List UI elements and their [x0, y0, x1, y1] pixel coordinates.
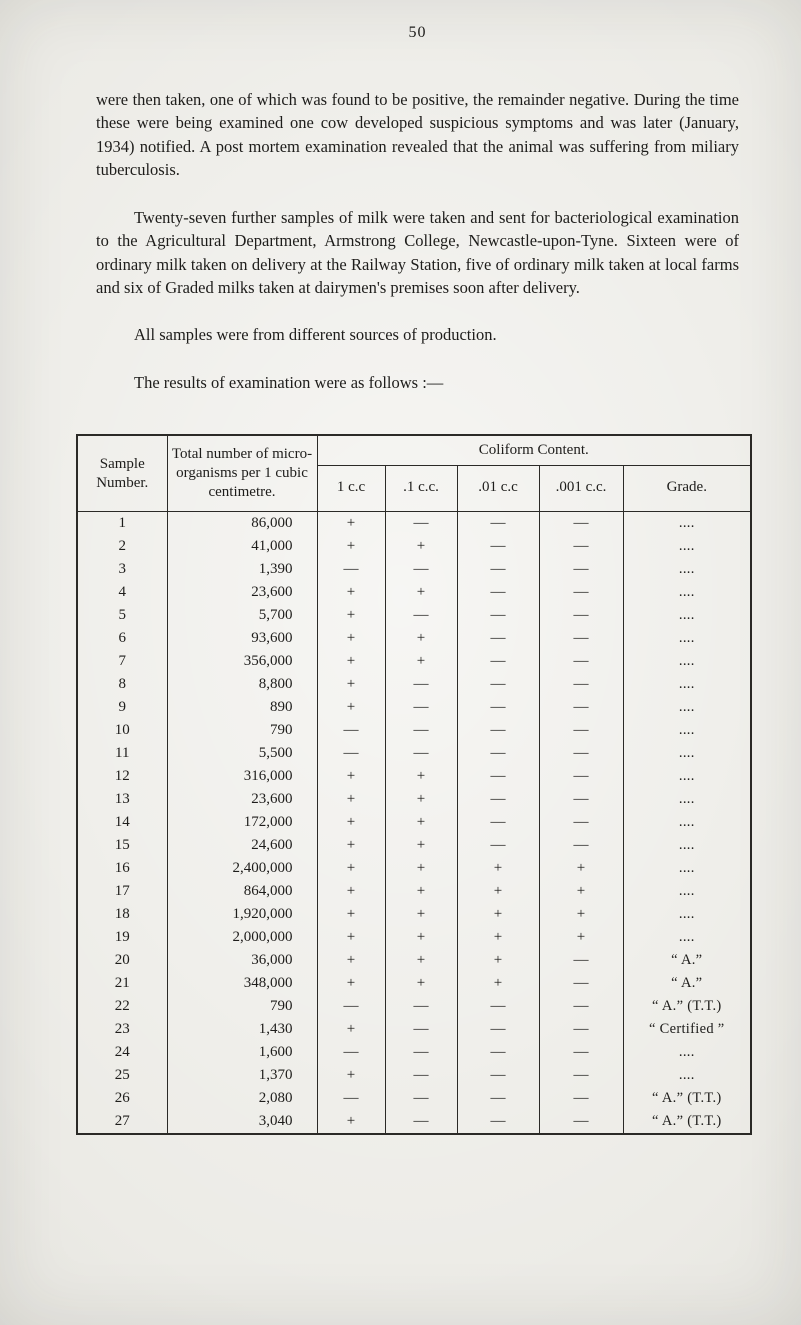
cell-grade: “ A.” (T.T.)	[623, 1087, 751, 1110]
cell-cc_p1: +	[385, 880, 457, 903]
table-row	[77, 949, 751, 972]
cell-sample: 24	[77, 1041, 167, 1064]
cell-cc_p1: —	[385, 673, 457, 696]
cell-cc_p01: —	[457, 1087, 539, 1110]
cell-cc_p01: +	[457, 880, 539, 903]
cell-grade: ....	[623, 811, 751, 834]
paragraph-results-intro: The results of examination were as follows :—	[134, 372, 444, 392]
cell-cc_p1: +	[385, 788, 457, 811]
cell-cc_p001: —	[539, 581, 623, 604]
cell-cc_p01: —	[457, 581, 539, 604]
cell-cc_p001: —	[539, 765, 623, 788]
table-row	[77, 742, 751, 765]
cell-grade: ....	[623, 834, 751, 857]
cell-total: 5,500	[167, 742, 317, 765]
cell-sample: 4	[77, 581, 167, 604]
cell-cc_p001: +	[539, 857, 623, 880]
table-row	[77, 604, 751, 627]
header-total-microorganisms: Total number of micro-organisms per 1 cubic centimetre.	[167, 435, 317, 511]
cell-grade: ....	[623, 903, 751, 926]
cell-cc_p1: —	[385, 696, 457, 719]
cell-cc_p001: —	[539, 1087, 623, 1110]
cell-grade: ....	[623, 696, 751, 719]
cell-grade: ....	[623, 650, 751, 673]
cell-total: 1,920,000	[167, 903, 317, 926]
cell-grade: ....	[623, 558, 751, 581]
cell-cc_1: +	[317, 627, 385, 650]
cell-grade: ....	[623, 880, 751, 903]
cell-grade: ....	[623, 535, 751, 558]
cell-cc_p01: —	[457, 719, 539, 742]
paragraph-continuation: were then taken, one of which was found to be positive, the remainder negative. During the time these were being examined one cow developed suspicious symptoms and was later (January, 1934) notified. A post mortem examination revealed that the animal was suffering from miliary tuberculosis.	[96, 90, 739, 180]
header-01cc: .1 c.c.	[385, 465, 457, 511]
cell-cc_p01: +	[457, 926, 539, 949]
cell-cc_1: +	[317, 949, 385, 972]
cell-cc_p01: —	[457, 765, 539, 788]
cell-cc_p01: —	[457, 1110, 539, 1134]
table-row	[77, 673, 751, 696]
cell-sample: 18	[77, 903, 167, 926]
table-row	[77, 581, 751, 604]
cell-cc_p01: —	[457, 1064, 539, 1087]
table-row	[77, 926, 751, 949]
cell-cc_1: +	[317, 880, 385, 903]
cell-cc_p1: —	[385, 558, 457, 581]
cell-sample: 7	[77, 650, 167, 673]
cell-cc_p01: —	[457, 535, 539, 558]
cell-sample: 16	[77, 857, 167, 880]
cell-cc_p1: —	[385, 511, 457, 535]
cell-sample: 9	[77, 696, 167, 719]
cell-cc_p001: —	[539, 627, 623, 650]
cell-cc_1: +	[317, 857, 385, 880]
cell-cc_p1: +	[385, 857, 457, 880]
cell-cc_p1: +	[385, 926, 457, 949]
cell-cc_p01: +	[457, 972, 539, 995]
cell-cc_1: +	[317, 811, 385, 834]
cell-cc_p1: —	[385, 995, 457, 1018]
cell-cc_p001: —	[539, 834, 623, 857]
cell-grade: ....	[623, 765, 751, 788]
cell-total: 23,600	[167, 581, 317, 604]
cell-grade: ....	[623, 926, 751, 949]
cell-sample: 10	[77, 719, 167, 742]
cell-total: 3,040	[167, 1110, 317, 1134]
header-0001cc: .001 c.c.	[539, 465, 623, 511]
cell-cc_p1: +	[385, 581, 457, 604]
cell-total: 1,370	[167, 1064, 317, 1087]
cell-total: 23,600	[167, 788, 317, 811]
cell-cc_1: +	[317, 765, 385, 788]
cell-sample: 20	[77, 949, 167, 972]
cell-total: 172,000	[167, 811, 317, 834]
cell-cc_p1: +	[385, 811, 457, 834]
table-row	[77, 535, 751, 558]
cell-cc_p1: —	[385, 1018, 457, 1041]
table-row	[77, 511, 751, 535]
cell-total: 356,000	[167, 650, 317, 673]
header-1cc: 1 c.c	[317, 465, 385, 511]
table-row	[77, 857, 751, 880]
cell-sample: 5	[77, 604, 167, 627]
header-grade: Grade.	[623, 465, 751, 511]
cell-cc_1: —	[317, 719, 385, 742]
cell-cc_p1: +	[385, 535, 457, 558]
cell-cc_p01: —	[457, 834, 539, 857]
cell-total: 36,000	[167, 949, 317, 972]
cell-cc_1: +	[317, 926, 385, 949]
cell-sample: 21	[77, 972, 167, 995]
cell-cc_p01: —	[457, 995, 539, 1018]
cell-cc_p01: —	[457, 1018, 539, 1041]
table-row	[77, 880, 751, 903]
cell-cc_1: —	[317, 1041, 385, 1064]
cell-cc_1: —	[317, 558, 385, 581]
cell-total: 1,600	[167, 1041, 317, 1064]
cell-cc_p001: +	[539, 880, 623, 903]
cell-total: 24,600	[167, 834, 317, 857]
paragraph-sources: All samples were from different sources of production.	[134, 325, 497, 345]
header-sample-number: Sample Number.	[77, 435, 167, 511]
cell-cc_1: +	[317, 834, 385, 857]
cell-cc_p001: —	[539, 673, 623, 696]
cell-sample: 26	[77, 1087, 167, 1110]
cell-total: 8,800	[167, 673, 317, 696]
cell-grade: “ A.”	[623, 972, 751, 995]
cell-cc_p01: —	[457, 788, 539, 811]
cell-total: 348,000	[167, 972, 317, 995]
cell-cc_p001: —	[539, 696, 623, 719]
cell-cc_1: +	[317, 1018, 385, 1041]
cell-grade: ....	[623, 1041, 751, 1064]
cell-cc_p1: +	[385, 834, 457, 857]
cell-grade: “ A.” (T.T.)	[623, 995, 751, 1018]
cell-sample: 12	[77, 765, 167, 788]
results-table	[76, 434, 752, 1135]
header-001cc: .01 c.c	[457, 465, 539, 511]
cell-sample: 15	[77, 834, 167, 857]
table-row	[77, 788, 751, 811]
table-row	[77, 903, 751, 926]
cell-cc_1: +	[317, 788, 385, 811]
cell-sample: 27	[77, 1110, 167, 1134]
cell-cc_p1: +	[385, 765, 457, 788]
table-row	[77, 1041, 751, 1064]
cell-cc_1: —	[317, 742, 385, 765]
cell-grade: ....	[623, 857, 751, 880]
table-row	[77, 558, 751, 581]
cell-cc_1: +	[317, 581, 385, 604]
cell-total: 1,390	[167, 558, 317, 581]
cell-sample: 25	[77, 1064, 167, 1087]
cell-cc_p001: —	[539, 742, 623, 765]
cell-sample: 6	[77, 627, 167, 650]
cell-total: 790	[167, 995, 317, 1018]
cell-cc_p01: —	[457, 627, 539, 650]
cell-grade: ....	[623, 627, 751, 650]
table-row	[77, 650, 751, 673]
page-number: 50	[408, 24, 427, 41]
cell-grade: ....	[623, 673, 751, 696]
cell-cc_1: —	[317, 1087, 385, 1110]
cell-sample: 2	[77, 535, 167, 558]
cell-total: 93,600	[167, 627, 317, 650]
table-row	[77, 1110, 751, 1134]
cell-cc_p001: —	[539, 972, 623, 995]
table-row	[77, 765, 751, 788]
cell-cc_p1: —	[385, 1087, 457, 1110]
cell-sample: 8	[77, 673, 167, 696]
paragraph-samples: Twenty-seven further samples of milk were taken and sent for bacteriological examination to the Agricultural Department, Armstrong College, Newcastle-upon-Tyne. Sixteen were of ordinary milk taken on delivery at the Railway Station, five of ordinary milk taken at local farms and six of Graded milks taken at dairymen's premises soon after delivery.	[96, 207, 739, 297]
cell-total: 41,000	[167, 535, 317, 558]
cell-total: 1,430	[167, 1018, 317, 1041]
cell-cc_p001: —	[539, 995, 623, 1018]
cell-cc_p001: —	[539, 949, 623, 972]
cell-grade: “ A.” (T.T.)	[623, 1110, 751, 1134]
cell-cc_p01: —	[457, 511, 539, 535]
table-body	[77, 511, 751, 1134]
cell-grade: ....	[623, 788, 751, 811]
table-row	[77, 811, 751, 834]
cell-sample: 14	[77, 811, 167, 834]
cell-cc_p01: +	[457, 949, 539, 972]
table-row	[77, 1064, 751, 1087]
cell-cc_p001: —	[539, 1041, 623, 1064]
cell-grade: ....	[623, 511, 751, 535]
cell-sample: 23	[77, 1018, 167, 1041]
cell-cc_p001: —	[539, 811, 623, 834]
cell-cc_1: +	[317, 511, 385, 535]
cell-total: 864,000	[167, 880, 317, 903]
table-row	[77, 1018, 751, 1041]
cell-grade: ....	[623, 604, 751, 627]
cell-grade: ....	[623, 581, 751, 604]
cell-cc_1: +	[317, 604, 385, 627]
table-row	[77, 696, 751, 719]
cell-sample: 1	[77, 511, 167, 535]
cell-total: 86,000	[167, 511, 317, 535]
cell-sample: 3	[77, 558, 167, 581]
cell-cc_p1: +	[385, 650, 457, 673]
cell-sample: 11	[77, 742, 167, 765]
cell-cc_p01: —	[457, 650, 539, 673]
cell-cc_p1: —	[385, 742, 457, 765]
cell-cc_p1: +	[385, 903, 457, 926]
cell-total: 890	[167, 696, 317, 719]
cell-cc_p01: —	[457, 558, 539, 581]
cell-cc_p01: —	[457, 742, 539, 765]
table-row	[77, 834, 751, 857]
cell-cc_p001: —	[539, 511, 623, 535]
cell-cc_p001: —	[539, 1110, 623, 1134]
cell-sample: 22	[77, 995, 167, 1018]
cell-cc_1: +	[317, 1064, 385, 1087]
header-coliform-content: Coliform Content.	[317, 435, 751, 465]
cell-total: 2,000,000	[167, 926, 317, 949]
table-row	[77, 972, 751, 995]
cell-grade: ....	[623, 719, 751, 742]
cell-cc_p01: —	[457, 604, 539, 627]
cell-cc_p001: —	[539, 719, 623, 742]
cell-grade: ....	[623, 742, 751, 765]
cell-sample: 13	[77, 788, 167, 811]
cell-cc_1: +	[317, 972, 385, 995]
table-row	[77, 627, 751, 650]
cell-cc_p01: —	[457, 1041, 539, 1064]
cell-cc_p1: —	[385, 719, 457, 742]
cell-cc_p001: —	[539, 1064, 623, 1087]
cell-sample: 19	[77, 926, 167, 949]
cell-cc_1: +	[317, 696, 385, 719]
cell-cc_p1: +	[385, 949, 457, 972]
cell-cc_p1: +	[385, 627, 457, 650]
cell-cc_p001: —	[539, 788, 623, 811]
cell-cc_p01: —	[457, 696, 539, 719]
cell-cc_p01: —	[457, 811, 539, 834]
cell-cc_p001: —	[539, 535, 623, 558]
cell-cc_1: +	[317, 903, 385, 926]
cell-cc_p001: +	[539, 926, 623, 949]
cell-grade: ....	[623, 1064, 751, 1087]
table-row	[77, 995, 751, 1018]
cell-grade: “ A.”	[623, 949, 751, 972]
cell-cc_p001: —	[539, 558, 623, 581]
cell-cc_1: +	[317, 650, 385, 673]
cell-cc_p01: +	[457, 903, 539, 926]
cell-cc_p1: —	[385, 1064, 457, 1087]
cell-cc_p1: —	[385, 604, 457, 627]
cell-total: 316,000	[167, 765, 317, 788]
cell-total: 2,080	[167, 1087, 317, 1110]
cell-total: 5,700	[167, 604, 317, 627]
cell-total: 2,400,000	[167, 857, 317, 880]
table-row	[77, 719, 751, 742]
cell-cc_1: +	[317, 673, 385, 696]
cell-cc_p1: —	[385, 1110, 457, 1134]
table-header	[77, 435, 751, 511]
cell-cc_p001: —	[539, 1018, 623, 1041]
cell-cc_1: +	[317, 535, 385, 558]
cell-cc_p01: +	[457, 857, 539, 880]
cell-cc_p1: —	[385, 1041, 457, 1064]
cell-cc_1: +	[317, 1110, 385, 1134]
cell-cc_1: —	[317, 995, 385, 1018]
cell-cc_p01: —	[457, 673, 539, 696]
cell-cc_p001: —	[539, 650, 623, 673]
table-row	[77, 1087, 751, 1110]
cell-cc_p001: +	[539, 903, 623, 926]
cell-cc_p001: —	[539, 604, 623, 627]
cell-sample: 17	[77, 880, 167, 903]
cell-cc_p1: +	[385, 972, 457, 995]
cell-grade: “ Certified ”	[623, 1018, 751, 1041]
cell-total: 790	[167, 719, 317, 742]
